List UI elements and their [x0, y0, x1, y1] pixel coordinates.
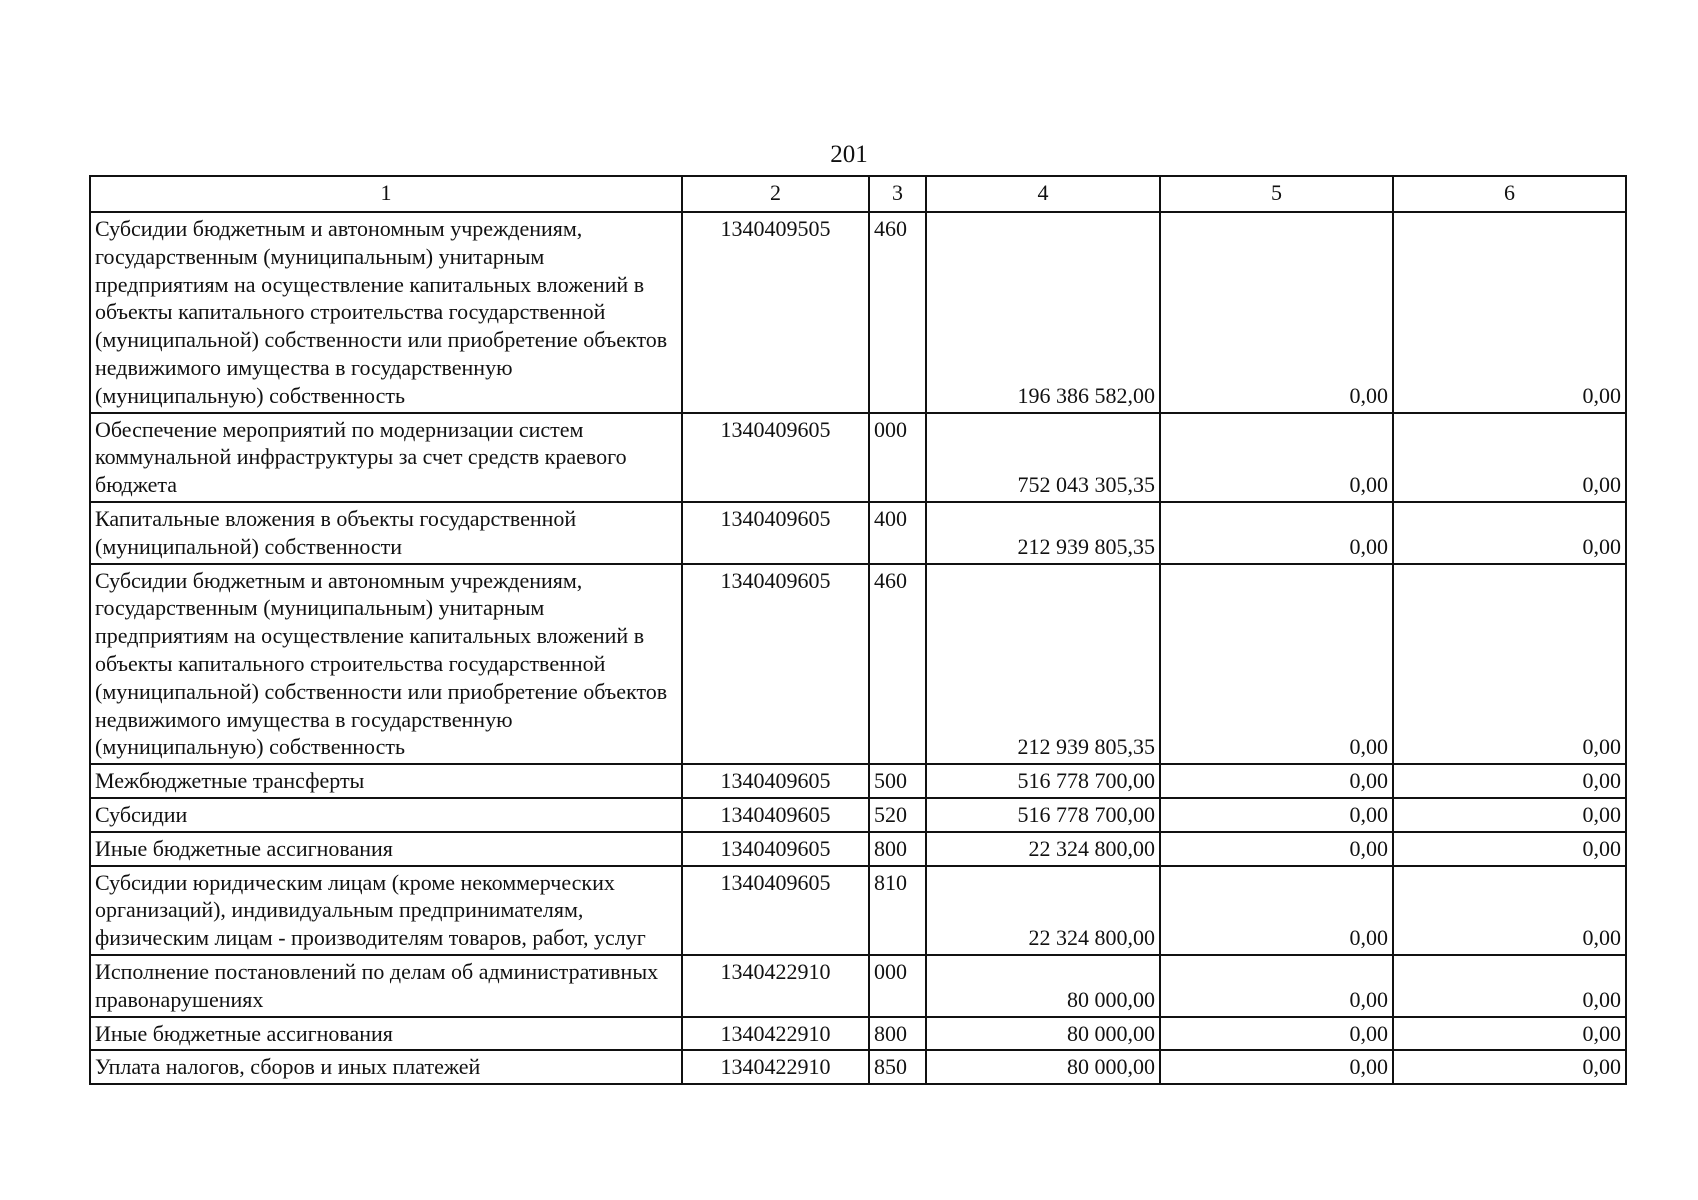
target-code: 1340409605	[682, 502, 869, 564]
target-code: 1340409505	[682, 212, 869, 413]
table-row	[90, 564, 1626, 765]
table-row	[90, 1050, 1626, 1084]
amount-col6: 0,00	[1393, 564, 1626, 765]
column-header: 5	[1160, 176, 1393, 212]
amount-col4: 80 000,00	[926, 955, 1160, 1017]
target-code: 1340409605	[682, 866, 869, 955]
column-header: 4	[926, 176, 1160, 212]
row-name: Иные бюджетные ассигнования	[90, 1017, 682, 1051]
amount-col6: 0,00	[1393, 798, 1626, 832]
column-header: 1	[90, 176, 682, 212]
amount-col4: 22 324 800,00	[926, 832, 1160, 866]
amount-col5: 0,00	[1160, 866, 1393, 955]
table-row	[90, 798, 1626, 832]
amount-col5: 0,00	[1160, 764, 1393, 798]
target-code: 1340409605	[682, 798, 869, 832]
amount-col4: 80 000,00	[926, 1050, 1160, 1084]
amount-col4: 80 000,00	[926, 1017, 1160, 1051]
target-code: 1340409605	[682, 413, 869, 502]
amount-col5: 0,00	[1160, 413, 1393, 502]
expense-type: 520	[869, 798, 926, 832]
table-row	[90, 1017, 1626, 1051]
row-name: Обеспечение мероприятий по модернизации систем коммунальной инфраструктуры за счет средств краевого бюджета	[90, 413, 682, 502]
column-header: 2	[682, 176, 869, 212]
table-row	[90, 832, 1626, 866]
amount-col6: 0,00	[1393, 832, 1626, 866]
amount-col4: 212 939 805,35	[926, 502, 1160, 564]
target-code: 1340422910	[682, 1050, 869, 1084]
amount-col5: 0,00	[1160, 564, 1393, 765]
column-header: 3	[869, 176, 926, 212]
row-name: Субсидии бюджетным и автономным учреждениям, государственным (муниципальным) унитарным предприятиям на осуществление капитальных вложений в объекты капитального строительства государственной (муниципальной) собственности или приобретение объектов недвижимого имущества в государственную (муниципальную) собственность	[90, 564, 682, 765]
amount-col6: 0,00	[1393, 212, 1626, 413]
page-number: 201	[830, 141, 868, 168]
amount-col6: 0,00	[1393, 1050, 1626, 1084]
amount-col4: 752 043 305,35	[926, 413, 1160, 502]
amount-col4: 212 939 805,35	[926, 564, 1160, 765]
expense-type: 810	[869, 866, 926, 955]
expense-type: 460	[869, 212, 926, 413]
table-row	[90, 413, 1626, 502]
table-row	[90, 212, 1626, 413]
expense-type: 400	[869, 502, 926, 564]
expense-type: 500	[869, 764, 926, 798]
amount-col5: 0,00	[1160, 798, 1393, 832]
amount-col4: 516 778 700,00	[926, 798, 1160, 832]
table-row	[90, 866, 1626, 955]
amount-col4: 196 386 582,00	[926, 212, 1160, 413]
target-code: 1340409605	[682, 764, 869, 798]
target-code: 1340422910	[682, 955, 869, 1017]
budget-table	[89, 175, 1627, 1085]
expense-type: 800	[869, 1017, 926, 1051]
amount-col6: 0,00	[1393, 866, 1626, 955]
amount-col6: 0,00	[1393, 955, 1626, 1017]
table-row	[90, 502, 1626, 564]
amount-col4: 516 778 700,00	[926, 764, 1160, 798]
expense-type: 460	[869, 564, 926, 765]
target-code: 1340409605	[682, 564, 869, 765]
amount-col5: 0,00	[1160, 502, 1393, 564]
amount-col5: 0,00	[1160, 1050, 1393, 1084]
amount-col5: 0,00	[1160, 955, 1393, 1017]
table-header-row	[90, 176, 1626, 212]
expense-type: 850	[869, 1050, 926, 1084]
row-name: Уплата налогов, сборов и иных платежей	[90, 1050, 682, 1084]
table-row	[90, 955, 1626, 1017]
target-code: 1340422910	[682, 1017, 869, 1051]
table-row	[90, 764, 1626, 798]
amount-col5: 0,00	[1160, 832, 1393, 866]
target-code: 1340409605	[682, 832, 869, 866]
expense-type: 800	[869, 832, 926, 866]
amount-col6: 0,00	[1393, 764, 1626, 798]
column-header: 6	[1393, 176, 1626, 212]
amount-col6: 0,00	[1393, 502, 1626, 564]
expense-type: 000	[869, 955, 926, 1017]
row-name: Капитальные вложения в объекты государственной (муниципальной) собственности	[90, 502, 682, 564]
row-name: Исполнение постановлений по делам об административных правонарушениях	[90, 955, 682, 1017]
row-name: Иные бюджетные ассигнования	[90, 832, 682, 866]
amount-col6: 0,00	[1393, 1017, 1626, 1051]
row-name: Субсидии	[90, 798, 682, 832]
expense-type: 000	[869, 413, 926, 502]
amount-col6: 0,00	[1393, 413, 1626, 502]
amount-col4: 22 324 800,00	[926, 866, 1160, 955]
amount-col5: 0,00	[1160, 1017, 1393, 1051]
row-name: Межбюджетные трансферты	[90, 764, 682, 798]
row-name: Субсидии бюджетным и автономным учреждениям, государственным (муниципальным) унитарным предприятиям на осуществление капитальных вложений в объекты капитального строительства государственной (муниципальной) собственности или приобретение объектов недвижимого имущества в государственную (муниципальную) собственность	[90, 212, 682, 413]
row-name: Субсидии юридическим лицам (кроме некоммерческих организаций), индивидуальным предпринимателям, физическим лицам - производителям товаров, работ, услуг	[90, 866, 682, 955]
amount-col5: 0,00	[1160, 212, 1393, 413]
